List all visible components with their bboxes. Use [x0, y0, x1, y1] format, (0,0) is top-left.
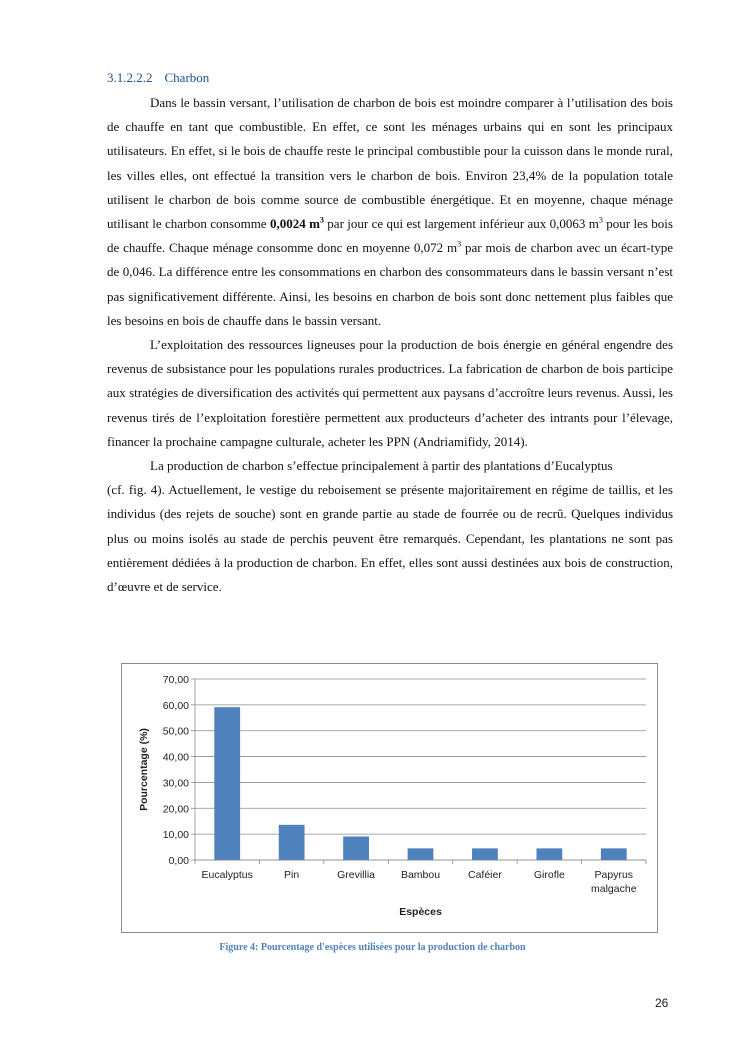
x-tick-label: Bambou [400, 869, 441, 881]
text-segment: pour les bois de chauffe. Chaque ménage consomme donc en moyenne 0,072 m [107, 216, 673, 256]
y-tick-label: 10,00 [162, 829, 189, 842]
x-tick-label: Pin [284, 869, 300, 881]
paragraph-p2 [107, 333, 673, 454]
chart-svg [122, 664, 659, 934]
paragraph-p1 [107, 91, 673, 333]
text-segment: 3 [457, 239, 462, 249]
y-axis-title: Pourcentage (%) [138, 728, 150, 811]
x-tick-label: Papyrus [594, 869, 634, 881]
x-tick-label: malgache [591, 883, 637, 895]
text-segment: Dans le bassin versant, l’utilisation de charbon de bois est moindre comparer à l’utilisation des bois de chauffe en tant que combustible. En effet, ce sont les ménages urbains qui en sont les principaux utilisateurs. En effet, si le bois de chauffe reste le principal combustible pour la cuisson dans le monde rural, les villes elles, ont effectué la transition vers le charbon de bois. Environ 23,4% de la population totale utilisent le charbon de bois comme source de combustible énergétique. Et en moyenne, chaque ménage utilisant le charbon consomme [107, 95, 673, 232]
y-tick-label: 20,00 [162, 803, 189, 816]
text-segment: par mois de charbon avec un écart-type de 0,046. La différence entre les consommations en charbon des consommateurs dans le bassin versant n’est pas significativement différente. Ainsi, les besoins en charbon de bois sont donc nettement plus faibles que les besoins en bois de chauffe dans le bassin versant. [107, 240, 673, 328]
text-segment: 3 [319, 215, 324, 225]
text-segment: 3 [598, 215, 603, 225]
page-number: 26 [655, 996, 669, 1010]
bar-chart [121, 663, 658, 933]
body-text [107, 91, 673, 599]
x-tick-label: Caféier [467, 869, 502, 881]
text-segment: par jour ce qui est largement inférieur aux 0,0063 m [323, 216, 599, 232]
section-heading [107, 70, 209, 86]
y-tick-label: 40,00 [162, 751, 189, 764]
paragraph-p3 [107, 454, 673, 478]
bar-bambou [408, 848, 434, 860]
x-axis-title: Espèces [399, 906, 442, 918]
x-tick-label: Girofle [533, 869, 565, 881]
y-tick-label: 0,00 [168, 855, 189, 867]
paragraph-p4 [107, 478, 673, 599]
bar-caf-ier [472, 848, 498, 860]
y-tick-label: 30,00 [162, 777, 189, 790]
text-segment: (cf. fig. 4). Actuellement, le vestige du reboisement se présente majoritairement en régime de taillis, et les individus (des rejets de souche) sont en grande partie au stade de fourrée ou de recrû. Quelques individus plus ou moins isolés au stade de perchis peuvent être remarqués. Cependant, les plantations ne sont pas entièrement dédiées à la production de charbon. En effet, elles sont aussi destinées aux bois de construction, d’œuvre et de service. [107, 482, 673, 595]
section-number: 3.1.2.2.2 [107, 70, 153, 85]
bar-papyrus-malgache [601, 848, 627, 860]
text-segment: L’exploitation des ressources ligneuses pour la production de bois énergie en général engendre des revenus de subsistance pour les populations rurales productrices. La fabrication de charbon de bois participe aux stratégies de diversification des activités qui permettent aux paysans d’accroître leurs revenus. Aussi, les revenus tirés de l’exploitation forestière permettent aux producteurs d’acheter des intrants pour l’élevage, financer la prochaine campagne culturale, acheter les PPN (Andriamifidy, 2014). [107, 337, 673, 449]
y-tick-label: 50,00 [162, 725, 189, 738]
bar-eucalyptus [214, 707, 240, 860]
text-segment: 0,0024 m [269, 216, 320, 232]
y-tick-label: 60,00 [162, 699, 189, 712]
bar-pin [279, 825, 305, 860]
text-segment: La production de charbon s’effectue principalement à partir des plantations d’Eucalyptus [150, 458, 613, 474]
x-tick-label: Grevillia [337, 869, 376, 881]
bar-girofle [536, 848, 562, 860]
figure-caption: Figure 4: Pourcentage d'espèces utilisées pour la production de charbon [219, 942, 526, 953]
x-tick-label: Eucalyptus [201, 869, 253, 881]
bar-grevillia [343, 836, 369, 860]
y-tick-label: 70,00 [162, 674, 189, 686]
section-title: Charbon [164, 70, 210, 85]
